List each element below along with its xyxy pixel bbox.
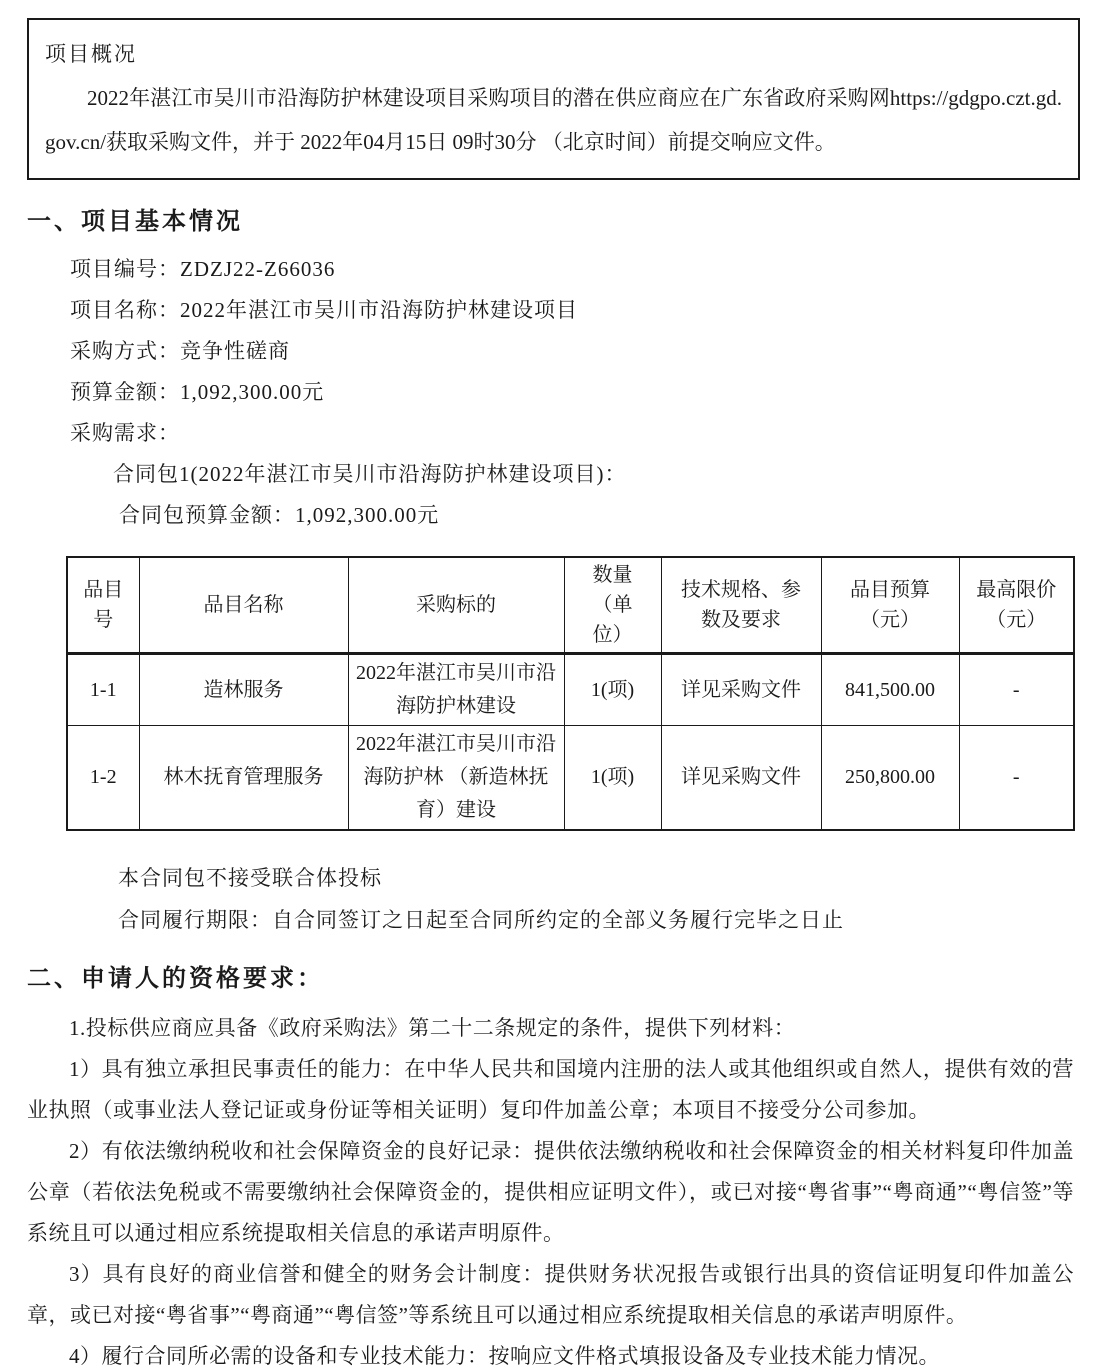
table-cell-budget: 250,800.00 xyxy=(821,726,959,831)
header-quantity-unit: 数量（单位） xyxy=(564,557,661,654)
table-cell-max-price: - xyxy=(959,726,1074,831)
qualification-item-4: 4）履行合同所必需的设备和专业技术能力：按响应文件格式填报设备及专业技术能力情况。 xyxy=(69,1344,940,1366)
table-cell-subject: 2022年湛江市吴川市沿海防护林建设 xyxy=(348,654,564,726)
project-overview-box xyxy=(27,18,1080,180)
field-procurement-method: 采购方式：竞争性磋商 xyxy=(70,339,290,363)
field-project-name: 项目名称：2022年湛江市吴川市沿海防护林建设项目 xyxy=(70,298,578,322)
table-header-row xyxy=(67,557,1074,654)
qualification-item-1: 1）具有独立承担民事责任的能力：在中华人民共和国境内注册的法人或其他组织或自然人，提供有效的营业执照（或事业法人登记证或身份证等相关证明）复印件加盖公章；本项目不接受分公司参加。 xyxy=(27,1057,1074,1122)
overview-body-text: 2022年湛江市吴川市沿海防护林建设项目采购项目的潜在供应商应在广东省政府采购网https://gdgpo.czt.gd.gov.cn/获取采购文件，并于 2022年04月15日 09时30分 （北京时间）前提交响应文件。 xyxy=(45,86,1062,154)
field-procurement-demand: 采购需求： xyxy=(70,421,180,445)
table-cell-item-name: 造林服务 xyxy=(139,654,348,726)
table-cell-budget: 841,500.00 xyxy=(821,654,959,726)
table-cell-quantity: 1(项) xyxy=(564,726,661,831)
header-item-budget: 品目预算（元） xyxy=(821,557,959,654)
table-cell-subject: 2022年湛江市吴川市沿海防护林 （新造林抚育）建设 xyxy=(348,726,564,831)
header-procurement-subject: 采购标的 xyxy=(348,557,564,654)
header-tech-specs: 技术规格、参数及要求 xyxy=(661,557,821,654)
qualification-item-3: 3）具有良好的商业信誉和健全的财务会计制度：提供财务状况报告或银行出具的资信证明复印件加盖公章，或已对接“粤省事”“粤商通”“粤信签”等系统且可以通过相应系统提取相关信息的承诺声明原件。 xyxy=(27,1262,1074,1327)
items-table xyxy=(66,556,1075,831)
contract-package-budget: 合同包预算金额：1,092,300.00元 xyxy=(119,503,440,527)
contract-notes xyxy=(27,857,1074,941)
overview-title: 项目概况 xyxy=(45,42,137,66)
field-budget-amount: 预算金额：1,092,300.00元 xyxy=(70,380,325,404)
basic-info-fields xyxy=(27,249,1074,536)
table-cell-specs: 详见采购文件 xyxy=(661,726,821,831)
table-cell-specs: 详见采购文件 xyxy=(661,654,821,726)
table-row xyxy=(67,654,1074,726)
table-row xyxy=(67,726,1074,831)
table-cell-item-number: 1-1 xyxy=(67,654,139,726)
table-cell-item-number: 1-2 xyxy=(67,726,139,831)
header-item-name: 品目名称 xyxy=(139,557,348,654)
qualification-item-2: 2）有依法缴纳税收和社会保障资金的良好记录：提供依法缴纳税收和社会保障资金的相关材料复印件加盖公章（若依法免税或不需要缴纳社会保障资金的，提供相应证明文件），或已对接“粤省事”“粤商通”“粤信签”等系统且可以通过相应系统提取相关信息的承诺声明原件。 xyxy=(27,1139,1074,1245)
header-max-price: 最高限价（元） xyxy=(959,557,1074,654)
qualification-paragraphs xyxy=(27,1008,1074,1366)
section-heading-qualification: 二、申请人的资格要求： xyxy=(27,966,324,992)
table-cell-item-name: 林木抚育管理服务 xyxy=(139,726,348,831)
note-contract-period: 合同履行期限：自合同签订之日起至合同所约定的全部义务履行完毕之日止 xyxy=(118,908,844,932)
table-cell-quantity: 1(项) xyxy=(564,654,661,726)
table-cell-max-price: - xyxy=(959,654,1074,726)
field-project-number: 项目编号：ZDZJ22-Z66036 xyxy=(70,257,336,281)
contract-package-title: 合同包1(2022年湛江市吴川市沿海防护林建设项目)： xyxy=(113,462,627,486)
note-no-consortium: 本合同包不接受联合体投标 xyxy=(118,866,382,890)
header-item-number: 品目号 xyxy=(67,557,139,654)
qualification-intro: 1.投标供应商应具备《政府采购法》第二十二条规定的条件，提供下列材料： xyxy=(69,1016,796,1040)
section-heading-basic-info: 一、项目基本情况 xyxy=(27,209,243,235)
